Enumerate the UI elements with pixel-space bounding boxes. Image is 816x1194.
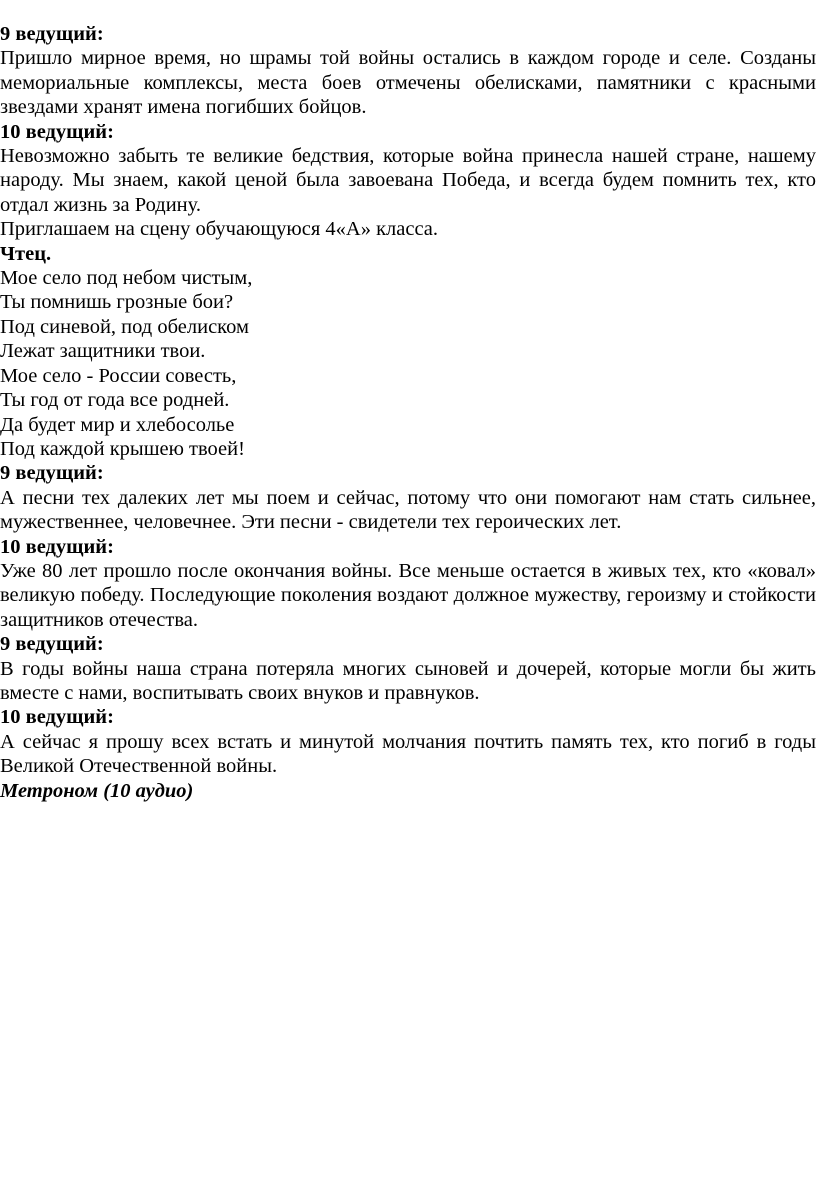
speaker-label: 9 ведущий: <box>0 462 104 485</box>
speaker-label: 10 ведущий: <box>0 120 114 143</box>
speaker-label: 9 ведущий: <box>0 23 104 45</box>
speech-paragraph: В годы войны наша страна потеряла многих сыновей и дочерей, которые могли бы жить вместе с нами, воспитывать своих внуков и правнуков. <box>0 657 816 704</box>
speech-paragraph: А песни тех далеких лет мы поем и сейчас, потому что они помогают нам стать сильнее, мужественнее, человечнее. Эти песни - свидетели тех героических лет. <box>0 486 816 534</box>
poem-line: Под синевой, под обелиском <box>0 315 249 338</box>
speech-paragraph: Невозможно забыть те великие бедствия, которые война принесла нашей стране, нашему народу. Мы знаем, какой ценой была завоевана Победа, и всегда будем помнить тех, кто отдал жизнь за Родину. <box>0 145 816 216</box>
speech-paragraph: Пришло мирное время, но шрамы той войны остались в каждом городе и селе. Созданы мемориальные комплексы, места боев отмечены обелисками, памятники с красными звездами хранят имена погибших бойцов. <box>0 47 816 119</box>
poem-line: Под каждой крышею твоей! <box>0 437 245 460</box>
speaker-label: 10 ведущий: <box>0 535 114 558</box>
poem-line: Мое село под небом чистым, <box>0 267 253 290</box>
speech-paragraph: Уже 80 лет прошло после окончания войны. Все меньше остается в живых тех, кто «ковал» великую победу. Последующие поколения воздают должное мужеству, героизму и стойкости защитников отечества. <box>0 559 816 631</box>
speaker-label: 9 ведущий: <box>0 633 104 656</box>
speaker-label: Чтец. <box>0 242 52 265</box>
poem-line: Ты помнишь грозные бои? <box>0 291 234 314</box>
stage-direction: Метроном (10 аудио) <box>0 779 194 802</box>
speech-paragraph: А сейчас я прошу всех встать и минутой молчания почтить память тех, кто погиб в годы Великой Отечественной войны. <box>0 730 816 778</box>
poem-line: Лежат защитники твои. <box>0 340 206 363</box>
document-page <box>0 22 816 803</box>
poem-line: Ты год от года все родней. <box>0 389 230 412</box>
poem-line: Мое село - России совесть, <box>0 364 237 387</box>
poem-line: Да будет мир и хлебосолье <box>0 413 235 436</box>
speech-paragraph: Приглашаем на сцену обучающуюся 4«А» класса. <box>0 218 439 241</box>
speaker-label: 10 ведущий: <box>0 706 114 729</box>
